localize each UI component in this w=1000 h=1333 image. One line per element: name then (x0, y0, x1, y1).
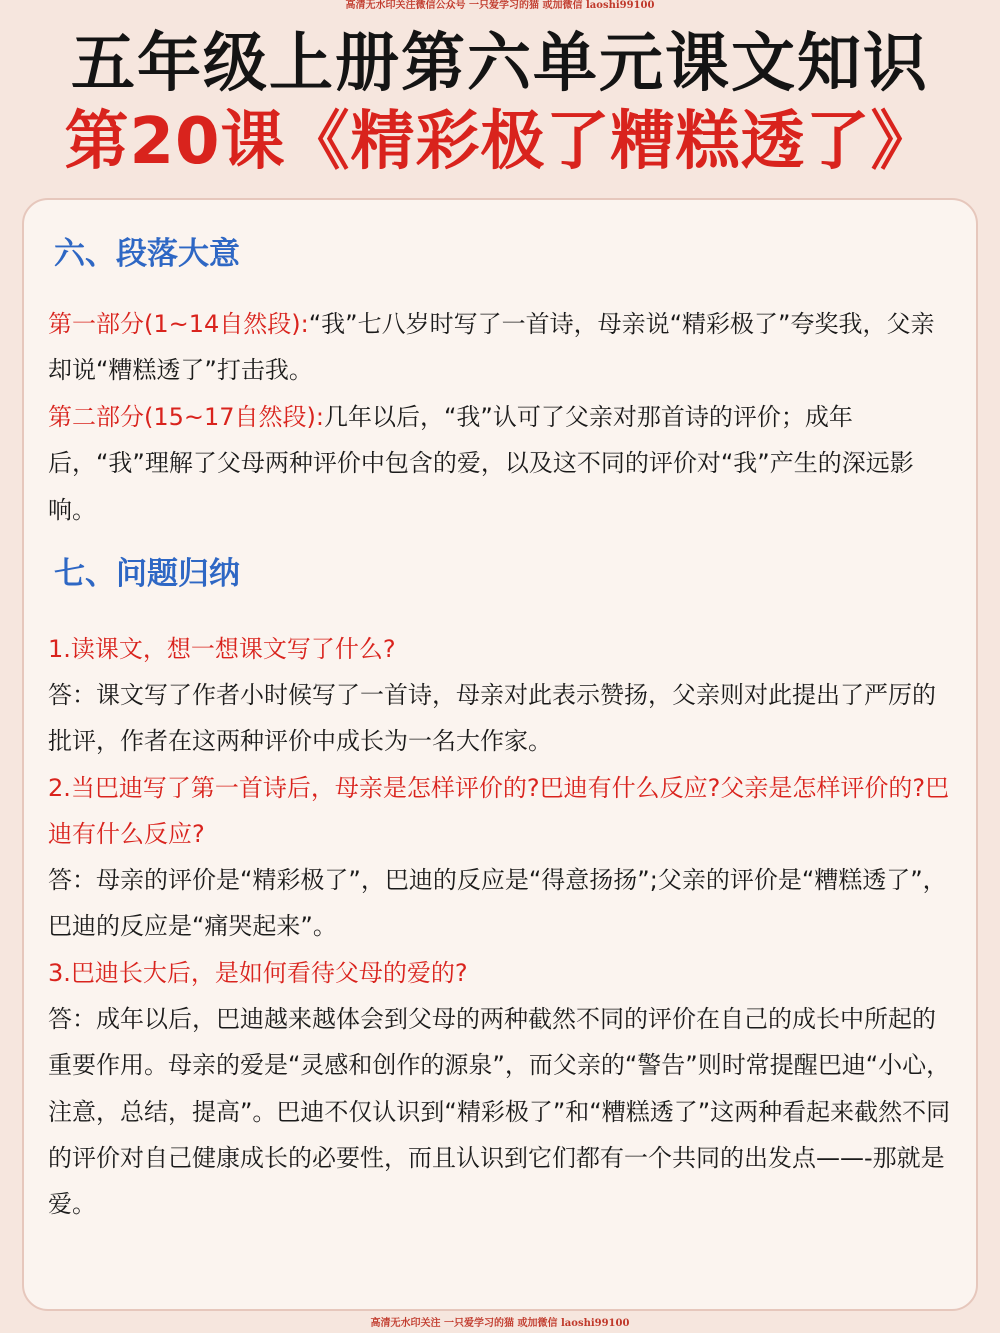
watermark-bottom: 高清无水印关注 一只爱学习的猫 或加微信 laoshi99100 (370, 1318, 630, 1329)
paragraph-part-one (48, 301, 958, 394)
part-two-label: 第二部分(15~17自然段): (48, 403, 324, 431)
lesson-subtitle: 第20课《精彩极了糟糕透了》 (64, 105, 936, 179)
question-1: 1.读课文，想一想课文写了什么? (48, 635, 396, 663)
paragraph-part-two (48, 394, 958, 533)
question-3: 3.巴迪长大后，是如何看待父母的爱的? (48, 959, 468, 987)
part-two-text: 几年以后，“我”认可了父亲对那首诗的评价；成年后，“我”理解了父母两种评价中包含的爱，以及这不同的评价对“我”产生的深远影响。 (48, 403, 914, 524)
answer-2: 答：母亲的评价是“精彩极了”，巴迪的反应是“得意扬扬”;父亲的评价是“糟糕透了”，巴迪的反应是“痛哭起来”。 (48, 866, 947, 941)
part-one-label: 第一部分(1~14自然段): (48, 310, 309, 338)
watermark-top: 高清无水印关注微信公众号 一只爱学习的猫 或加微信 laoshi99100 (345, 0, 655, 11)
part-one-text: “我”七八岁时写了一首诗，母亲说“精彩极了”夸奖我，父亲却说“糟糕透了”打击我。 (48, 310, 935, 385)
answer-3: 答：成年以后，巴迪越来越体会到父母的两种截然不同的评价在自己的成长中所起的重要作用。母亲的爱是“灵感和创作的源泉”，而父亲的“警告”则时常提醒巴迪“小心，注意，总结，提高”。巴迪不仅认识到“精彩极了”和“糟糕透了”这两种看起来截然不同的评价对自己健康成长的必要性，而且认识到它们都有一个共同的出发点——-那就是爱。 (48, 1005, 951, 1219)
section-heading-paragraph-summary: 六、段落大意 (54, 236, 240, 272)
section-heading-question-summary: 七、问题归纳 (54, 556, 240, 592)
page-title: 五年级上册第六单元课文知识 (71, 27, 929, 101)
question-2: 2.当巴迪写了第一首诗后，母亲是怎样评价的?巴迪有什么反应?父亲是怎样评价的?巴迪有什么反应? (48, 774, 950, 849)
answer-1: 答：课文写了作者小时候写了一首诗，母亲对此表示赞扬，父亲则对此提出了严厉的批评，作者在这两种评价中成长为一名大作家。 (48, 681, 936, 756)
content-card (22, 198, 978, 1311)
